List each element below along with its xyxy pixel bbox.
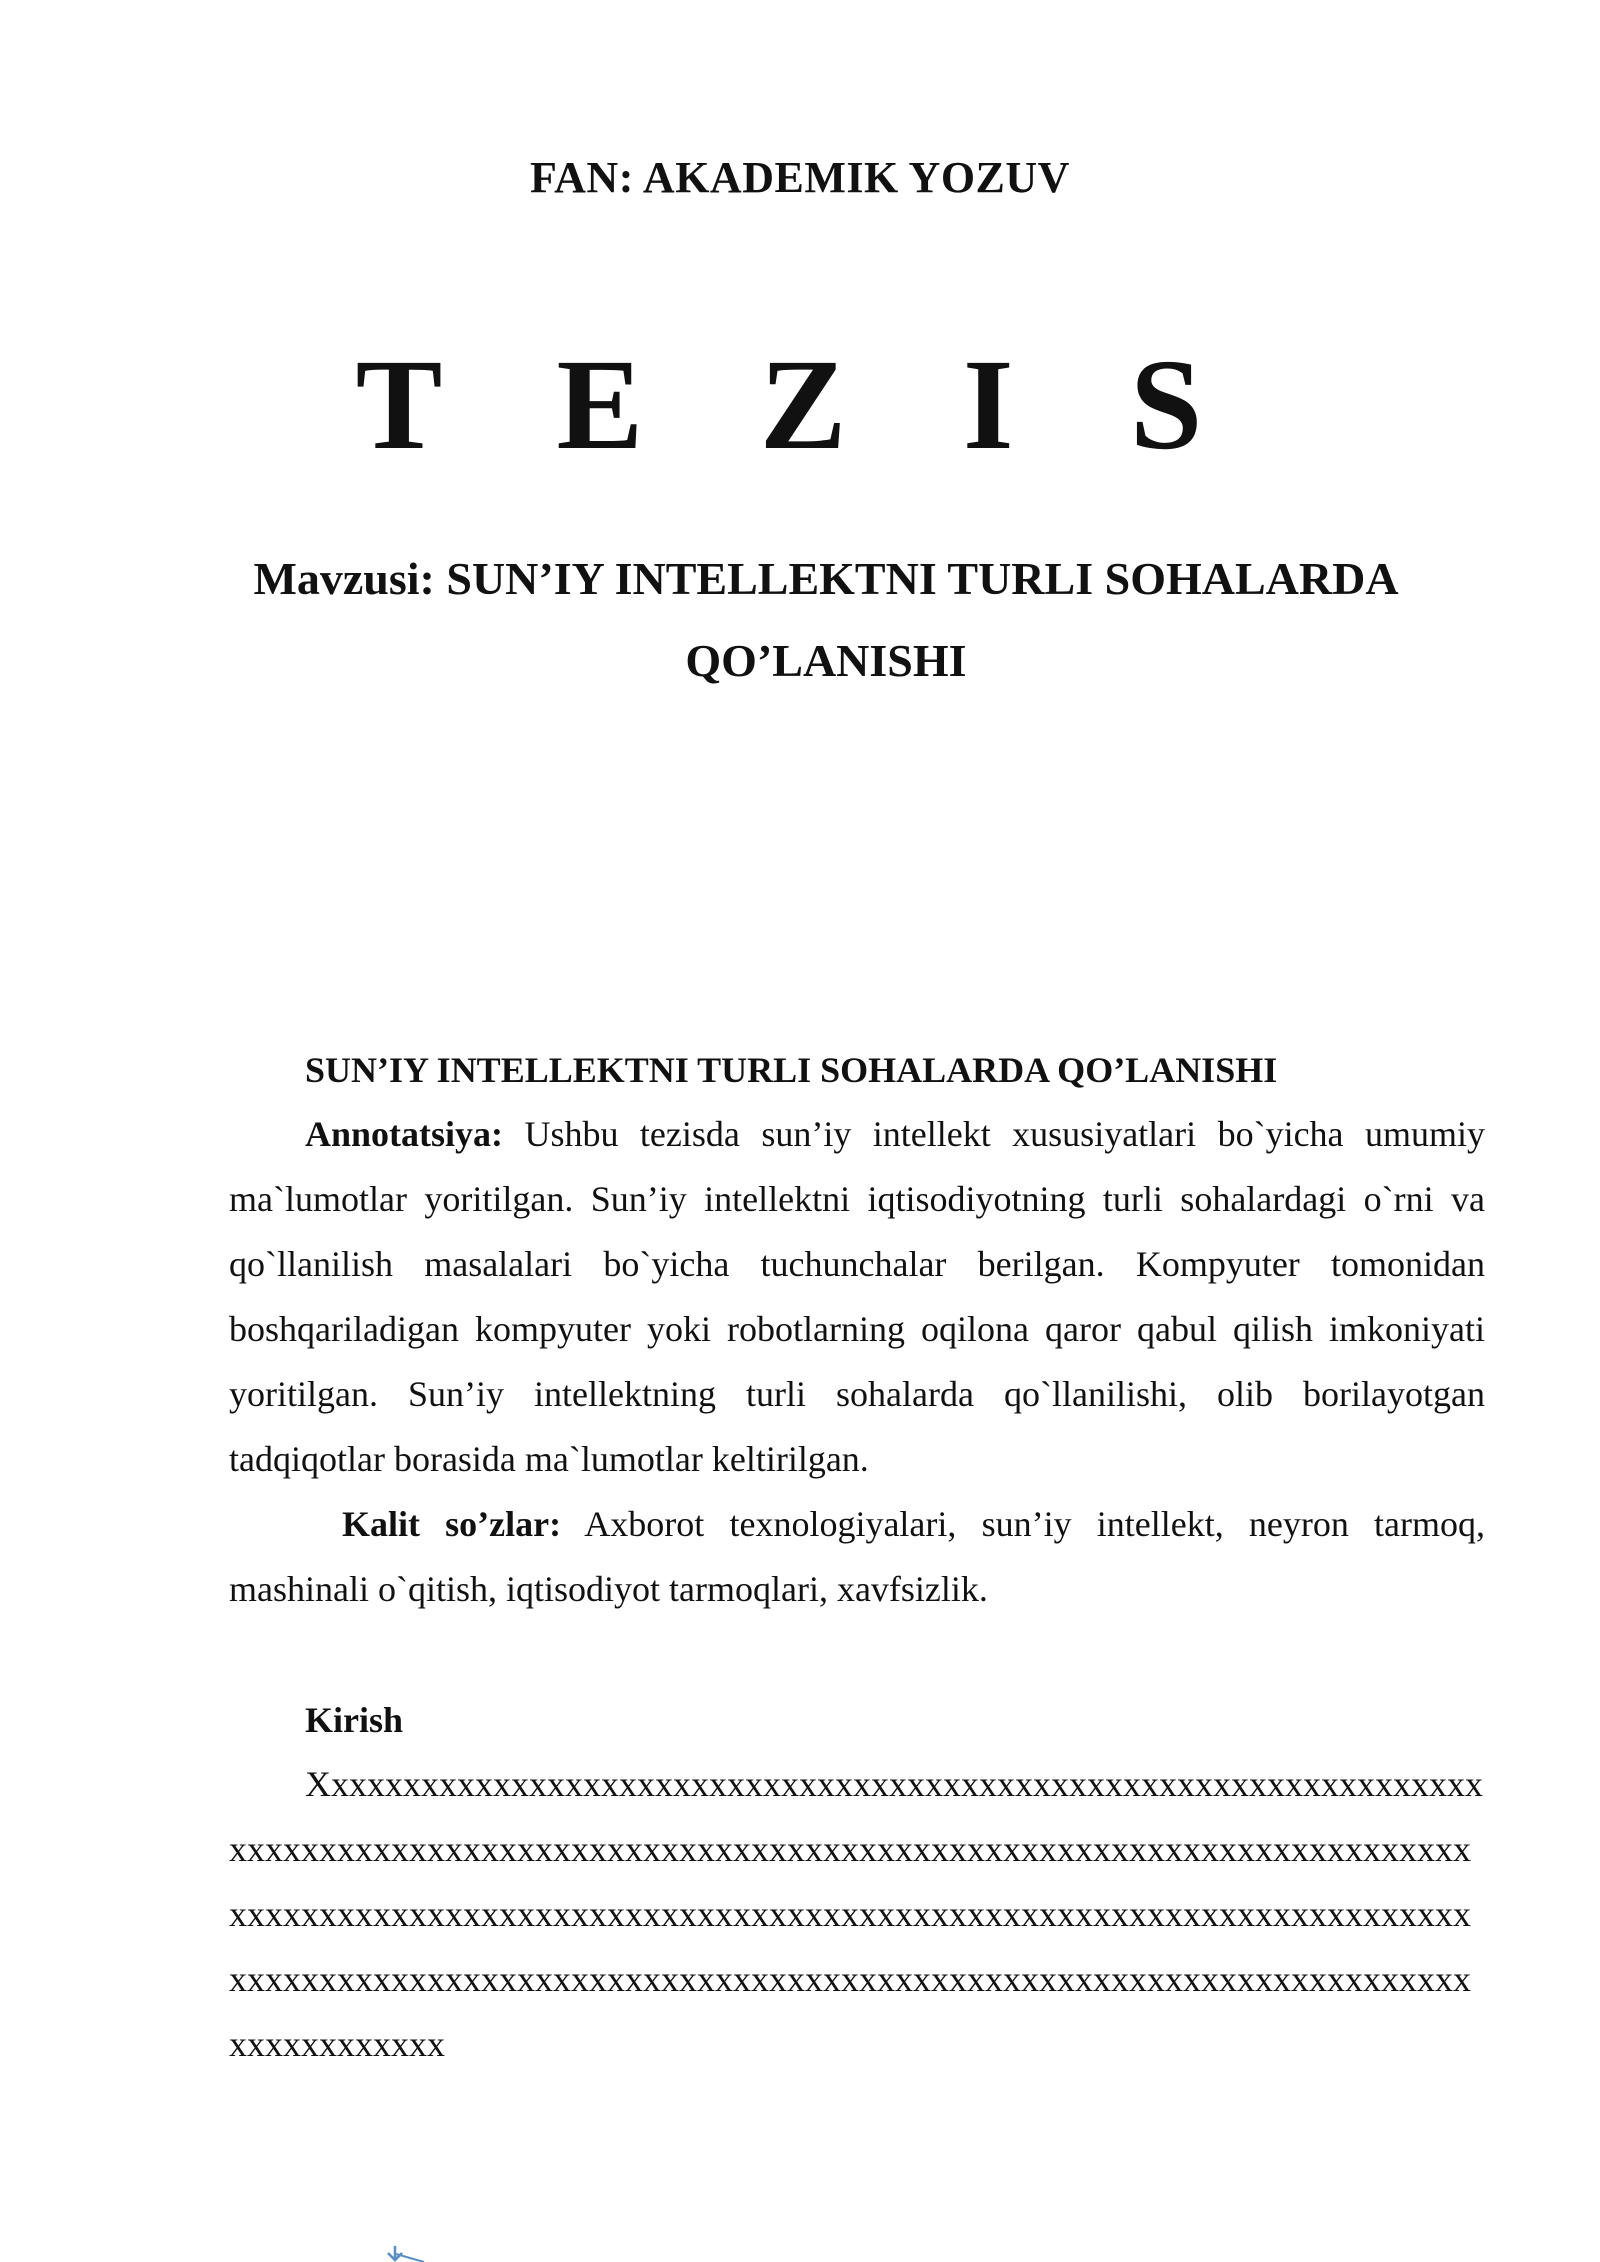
annotation-text: Ushbu tezisda sun’iy intellekt xususiyatlari bo`yicha umumiy ma`lumotlar yoritilgan. Sun’iy intellektni iqtisodiyotning turli sohalardagi o`rni va qo`llanilish masalalari bo`yicha tuchunchalar berilgan. Kompyuter tomonidan boshqariladigan kompyuter yoki robotlarning oqilona qaror qabul qilish imkoniyati yoritilgan. Sun’iy intellektning turli sohalarda qo`llanilishi, olib borilayotgan tadqiqotlar borasida ma`lumotlar keltirilgan. [229,1114,1485,1479]
intro-text: Xxxxxxxxxxxxxxxxxxxxxxxxxxxxxxxxxxxxxxxxxxxxxxxxxxxxxxxxxxxxxxxxxxxxxxxxxxxxxxxxxxxxxxxxxxxxxxxxxxxxxxxxxxxxxxxxxxxxxxxxxxxxxxxxxxxxxxxxxxxxxxxxxxxxxxxxxxxxxxxxxxxxxxxxxxxxxxxxxxxxxxxxxxxxxxxxxxxxxxxxxxxxxxxxxxxxxxxxxxxxxxxxxxxxxxxxxxxxxxxxxxxxxxxxxxxxxxxxxxxxxxxxxxxxxxxxxxxxxxxxxxxx [229,1764,1483,2064]
topic-title: Mavzusi: SUN’IY INTELLEKTNI TURLI SOHALARDA QO’LANISHI [253,553,1399,686]
main-title: T E Z I S [355,333,1245,477]
keywords-label: Kalit so’zlar: [342,1504,562,1544]
section-heading: SUN’IY INTELLEKTNI TURLI SOHALARDA QO’LANISHI [305,1050,1278,1090]
arrow-icon [386,2244,426,2262]
keywords-paragraph [229,1492,1485,1622]
annotation-paragraph [229,1102,1485,1492]
annotation-label: Annotatsiya: [305,1114,504,1154]
keywords-text: Axborot texnologiyalari, sun’iy intellekt, neyron tarmoq, mashinali o`qitish, iqtisodiyot tarmoqlari, xavfsizlik. [229,1504,1485,1609]
subject-line: FAN: AKADEMIK YOZUV [530,153,1070,202]
intro-heading: Kirish [305,1700,404,1740]
